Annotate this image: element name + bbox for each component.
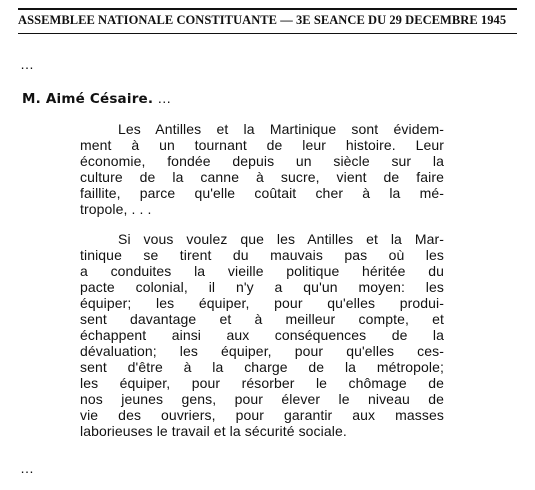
paragraph-line: Si vous voulez que les Antilles et la Mar- [118,231,444,247]
speech-paragraph-2 [80,231,444,439]
paragraph-line: sent d'être à la charge de la métropole; [80,359,444,375]
omission-ellipsis-top: … [20,56,35,72]
header-rule-top [18,8,517,10]
paragraph-line: sent davantage et à meilleur compte, et [80,311,444,327]
paragraph-line: les équiper, pour résorber le chômage de [80,375,444,391]
paragraph-line: dévaluation; les équiper, pour qu'elles ces- [80,343,444,359]
paragraph-line: laborieuses le travail et la sécurité sociale. [80,423,347,439]
paragraph-line: culture de la canne à sucre, vient de faire [80,169,444,185]
paragraph-line: tinique se tirent du mauvais pas où les [80,247,444,263]
running-header: ASSEMBLEE NATIONALE CONSTITUANTE — 3E SEANCE DU 29 DECEMBRE 1945 [18,13,507,27]
header-rule-bottom [18,33,517,34]
paragraph-line: tropole, . . . [80,201,152,217]
paragraph-line: nos jeunes gens, pour élever le niveau de [80,391,444,407]
paragraph-line: a conduites la vieille politique héritée du [80,263,444,279]
paragraph-line: Les Antilles et la Martinique sont évidem- [118,121,444,137]
speech-paragraph-1 [80,121,444,217]
paragraph-line: économie, fondée depuis un siècle sur la [80,153,444,169]
paragraph-line: ment à un tournant de leur histoire. Leur [80,137,444,153]
speaker-name: M. Aimé Césaire. [22,91,154,107]
paragraph-line: faillite, parce qu'elle coûtait cher à la mé- [80,185,444,201]
paragraph-line: échappent ainsi aux conséquences de la [80,327,444,343]
paragraph-line: vie des ouvriers, pour garantir aux masses [80,407,444,423]
speaker-line [22,88,172,107]
paragraph-line: équiper; les équiper, pour qu'elles produi- [80,295,444,311]
omission-ellipsis-bottom: … [20,460,35,476]
paragraph-line: pacte colonial, il n'y a qu'un moyen: les [80,279,444,295]
speaker-ellipsis: … [157,90,173,106]
